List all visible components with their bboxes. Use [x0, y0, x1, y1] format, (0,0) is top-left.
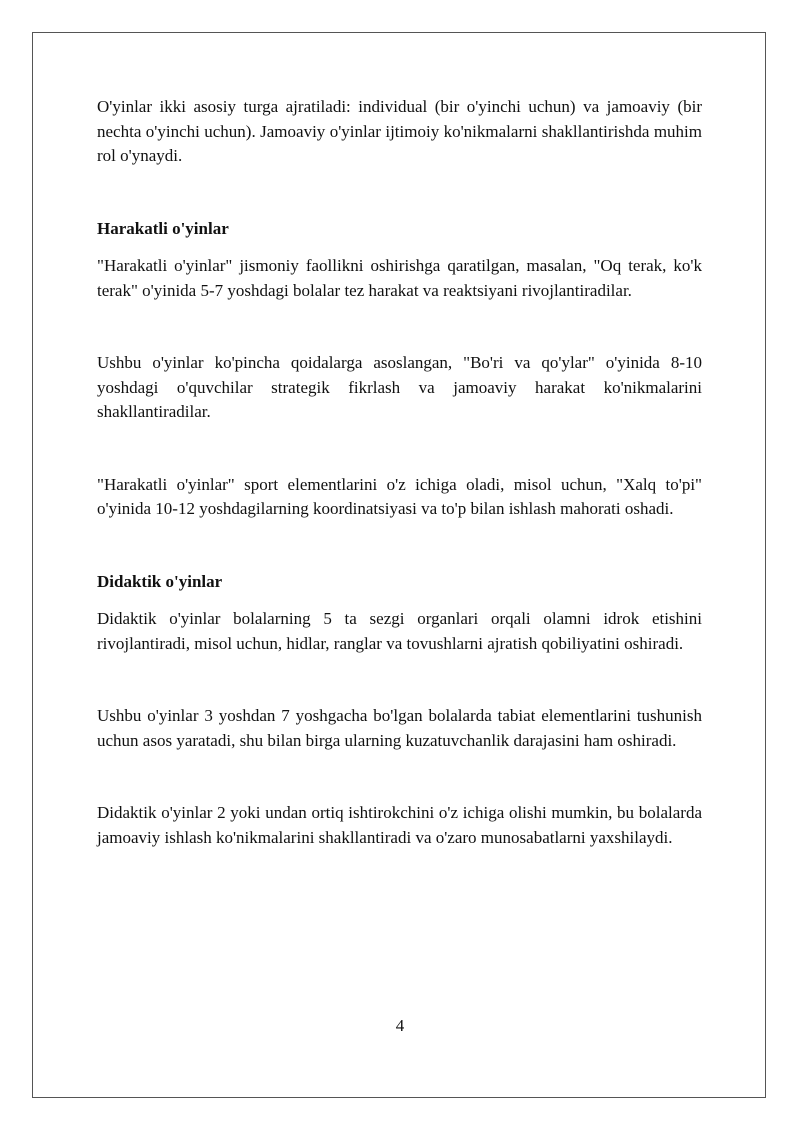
paragraph-harakatli-3: "Harakatli o'yinlar" sport elementlarini o'z ichiga oladi, misol uchun, "Xalq to'pi" o'yinida 10-12 yoshdagilarning koordinatsiyasi va to'p bilan ishlash mahorati oshadi. — [97, 474, 702, 518]
paragraph-didaktik-3: Didaktik o'yinlar 2 yoki undan ortiq ishtirokchini o'z ichiga olishi mumkin, bu bolalarda jamoaviy ishlash ko'nikmalarini shakllantiradi va o'zaro munosabatlarni yaxshilaydi. — [97, 803, 702, 847]
paragraph-harakatli-1: "Harakatli o'yinlar" jismoniy faollikni oshirishga qaratilgan, masalan, "Oq terak, ko'k terak" o'yinida 5-7 yoshdagi bolalar tez harakat va reaktsiyani rivojlantiradilar. — [97, 256, 702, 300]
paragraph-intro: O'yinlar ikki asosiy turga ajratiladi: individual (bir o'yinchi uchun) va jamoaviy (bir nechta o'yinchi uchun). Jamoaviy o'yinlar ijtimoiy ko'nikmalarni shakllantirishda muhim rol o'ynaydi. — [97, 97, 702, 165]
heading-didaktik: Didaktik o'yinlar — [97, 571, 223, 591]
paragraph-harakatli-2: Ushbu o'yinlar ko'pincha qoidalarga asoslangan, "Bo'ri va qo'ylar" o'yinida 8-10 yoshdagi o'quvchilar strategik fikrlash va jamoaviy harakat ko'nikmalarini shakllantiradilar. — [97, 353, 702, 421]
paragraph-didaktik-2: Ushbu o'yinlar 3 yoshdan 7 yoshgacha bo'lgan bolalarda tabiat elementlarini tushunish uchun asos yaratadi, shu bilan birga ularning kuzatuvchanlik darajasini ham oshiradi. — [97, 706, 702, 750]
heading-harakatli: Harakatli o'yinlar — [97, 218, 229, 238]
page-number: 4 — [395, 1016, 405, 1035]
paragraph-didaktik-1: Didaktik o'yinlar bolalarning 5 ta sezgi organlari orqali olamni idrok etishini rivojlantiradi, misol uchun, hidlar, ranglar va tovushlarni ajratish qobiliyatini oshiradi. — [97, 609, 702, 653]
page-content — [97, 95, 702, 850]
